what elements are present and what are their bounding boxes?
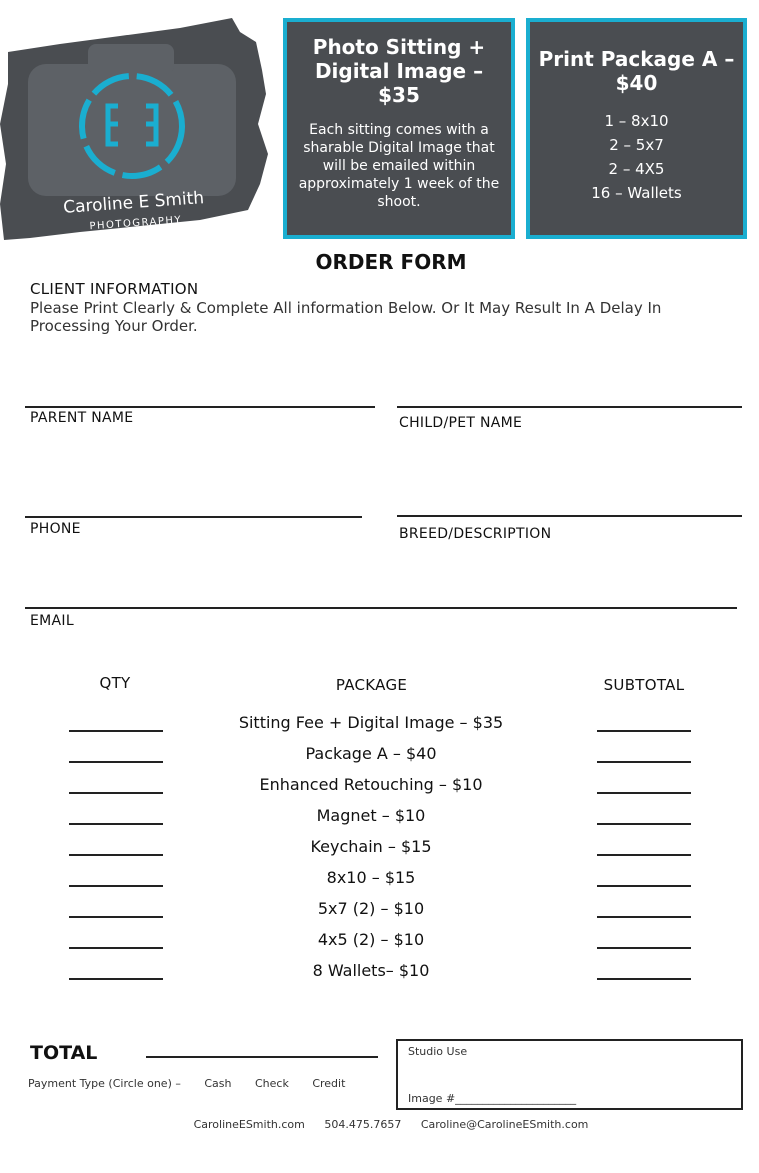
package-row (0, 868, 759, 892)
client-instructions: Please Print Clearly & Complete All information Below. Or It May Result In A Delay In Processing Your Order. (30, 299, 662, 335)
footer-phone: 504.475.7657 (324, 1118, 402, 1131)
breed-description-label: BREED/DESCRIPTION (399, 526, 552, 542)
qty-line[interactable] (69, 854, 163, 856)
logo-tagline: PHOTOGRAPHY (89, 214, 183, 233)
image-number-field: Image #______________________ (408, 1092, 577, 1105)
camera-icon (28, 44, 236, 196)
qty-header: QTY (99, 674, 131, 692)
package-label: Package A – $40 (305, 744, 437, 763)
qty-line[interactable] (69, 947, 163, 949)
qty-line[interactable] (69, 823, 163, 825)
qty-line[interactable] (69, 916, 163, 918)
sitting-description: Each sitting comes with a sharable Digital Image that will be emailed within approximately 1 week of the shoot. (298, 122, 500, 210)
package-label: Sitting Fee + Digital Image – $35 (238, 713, 504, 732)
breed-description-line[interactable] (397, 515, 742, 517)
package-row (0, 899, 759, 923)
package-label: Keychain – $15 (310, 837, 432, 856)
payment-option-cash[interactable]: Cash (204, 1077, 232, 1090)
qty-line[interactable] (69, 761, 163, 763)
subtotal-line[interactable] (597, 761, 691, 763)
package-a-item: 2 – 5x7 (609, 136, 664, 154)
phone-label: PHONE (30, 521, 81, 537)
subtotal-line[interactable] (597, 854, 691, 856)
parent-name-label: PARENT NAME (30, 410, 134, 426)
subtotal-line[interactable] (597, 823, 691, 825)
package-a-title: Print Package A – $40 (538, 47, 735, 95)
payment-type-label: Payment Type (Circle one) – (28, 1077, 181, 1090)
sitting-info-box (283, 18, 515, 239)
email-line[interactable] (25, 607, 737, 609)
subtotal-line[interactable] (597, 885, 691, 887)
payment-type (28, 1077, 365, 1090)
package-a-item: 2 – 4X5 (608, 160, 665, 178)
footer-website: CarolineESmith.com (193, 1118, 305, 1131)
package-label: Enhanced Retouching – $10 (259, 775, 483, 794)
package-label: 8 Wallets– $10 (312, 961, 430, 980)
sitting-title: Photo Sitting + Digital Image – $35 (312, 35, 486, 107)
package-label: Magnet – $10 (316, 806, 426, 825)
studio-use-box (396, 1039, 743, 1110)
qty-line[interactable] (69, 792, 163, 794)
parent-name-line[interactable] (25, 406, 375, 408)
package-row (0, 775, 759, 799)
package-a-item: 1 – 8x10 (604, 112, 669, 130)
logo-name: Caroline E Smith (62, 188, 205, 218)
order-form-title: ORDER FORM (315, 250, 467, 274)
studio-use-label: Studio Use (408, 1045, 468, 1058)
package-a-info-box (526, 18, 747, 239)
total-label: TOTAL (30, 1042, 98, 1064)
qty-line[interactable] (69, 885, 163, 887)
payment-option-check[interactable]: Check (254, 1077, 289, 1090)
package-a-items (536, 109, 737, 205)
footer-contact (0, 1118, 759, 1131)
payment-option-credit[interactable]: Credit (312, 1077, 346, 1090)
phone-line[interactable] (25, 516, 362, 518)
qty-line[interactable] (69, 978, 163, 980)
package-header: PACKAGE (335, 676, 408, 694)
package-row (0, 744, 759, 768)
child-pet-name-line[interactable] (397, 406, 742, 408)
client-info-heading: CLIENT INFORMATION (30, 280, 199, 298)
child-pet-name-label: CHILD/PET NAME (399, 415, 523, 431)
email-label: EMAIL (30, 613, 74, 629)
package-label: 4x5 (2) – $10 (317, 930, 425, 949)
package-row (0, 961, 759, 985)
brand-logo (0, 14, 272, 242)
package-label: 5x7 (2) – $10 (317, 899, 425, 918)
package-a-item: 16 – Wallets (591, 184, 682, 202)
package-row (0, 930, 759, 954)
subtotal-line[interactable] (597, 730, 691, 732)
footer-email: Caroline@CarolineESmith.com (420, 1118, 589, 1131)
package-row (0, 837, 759, 861)
subtotal-header: SUBTOTAL (603, 676, 685, 694)
total-line[interactable] (146, 1056, 378, 1058)
subtotal-line[interactable] (597, 916, 691, 918)
subtotal-line[interactable] (597, 947, 691, 949)
package-row (0, 713, 759, 737)
subtotal-line[interactable] (597, 978, 691, 980)
subtotal-line[interactable] (597, 792, 691, 794)
qty-line[interactable] (69, 730, 163, 732)
package-label: 8x10 – $15 (326, 868, 416, 887)
package-row (0, 806, 759, 830)
